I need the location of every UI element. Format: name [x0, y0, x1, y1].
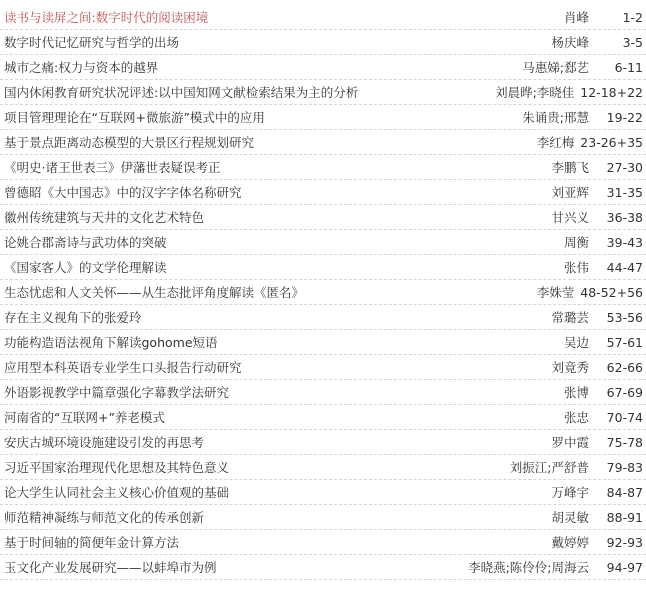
- toc-entry[interactable]: [0, 355, 646, 380]
- article-author: 甘兴义: [551, 210, 589, 225]
- author-pages: [537, 284, 643, 301]
- toc-entry[interactable]: [0, 505, 646, 530]
- author-pages: [564, 9, 643, 26]
- author-pages: [564, 384, 643, 401]
- article-title-link[interactable]: 国内休闲教育研究状况评述:以中国知网文献检索结果为主的分析: [4, 85, 359, 100]
- author-pages: [551, 359, 643, 376]
- author-pages: [468, 559, 643, 576]
- toc-entry[interactable]: [0, 305, 646, 330]
- article-title-link[interactable]: 《明史·诸王世表三》伊藩世表疑误考正: [4, 160, 221, 175]
- page-range: 88-91: [606, 510, 643, 525]
- article-author: 万峰宇: [551, 485, 589, 500]
- article-author: 刘振江;严舒普: [509, 460, 589, 475]
- article-title-link[interactable]: 城市之痛:权力与资本的越界: [4, 60, 159, 75]
- article-author: 李姝莹: [536, 285, 575, 300]
- page-range: 12-18+22: [580, 85, 643, 100]
- author-pages: [551, 534, 643, 551]
- page-range: 62-66: [606, 360, 643, 375]
- article-title-link[interactable]: 数字时代记忆研究与哲学的出场: [4, 35, 180, 50]
- page-range: 94-97: [606, 560, 643, 575]
- author-pages: [564, 259, 643, 276]
- article-title-link[interactable]: 曾德昭《大中国志》中的汉字字体名称研究: [4, 185, 242, 200]
- article-title-link[interactable]: 河南省的“互联网+”养老模式: [4, 410, 165, 425]
- article-title-link[interactable]: 玉文化产业发展研究——以蚌埠市为例: [4, 560, 217, 575]
- page-range: 44-47: [606, 260, 643, 275]
- article-author: 杨庆峰: [551, 35, 589, 50]
- article-title-link[interactable]: 生态忧虑和人文关怀——从生态批评角度解读《匿名》: [4, 285, 305, 300]
- toc-entry[interactable]: [0, 55, 646, 80]
- toc-entry[interactable]: [0, 255, 646, 280]
- toc-entry[interactable]: [0, 555, 646, 580]
- article-title-link[interactable]: 基于景点距离动态模型的大景区行程规划研究: [4, 135, 255, 150]
- author-pages: [551, 434, 643, 451]
- toc-entry[interactable]: [0, 330, 646, 355]
- page-range: 53-56: [606, 310, 643, 325]
- article-title-link[interactable]: 论姚合郡斋诗与武功体的突破: [4, 235, 167, 250]
- article-author: 刘晨晔;李晓佳: [495, 85, 575, 100]
- toc-entry[interactable]: [0, 230, 646, 255]
- article-title-link[interactable]: 习近平国家治理现代化思想及其特色意义: [4, 460, 230, 475]
- author-pages: [495, 84, 643, 101]
- author-pages: [564, 234, 643, 251]
- page-range: 19-22: [606, 110, 643, 125]
- article-title-link[interactable]: 安庆古城环境设施建设引发的再思考: [4, 435, 205, 450]
- article-title-link[interactable]: 外语影视教学中篇章强化字幕教学法研究: [4, 385, 230, 400]
- toc-entry[interactable]: [0, 530, 646, 555]
- page-range: 36-38: [606, 210, 643, 225]
- page-range: 1-2: [622, 10, 643, 25]
- author-pages: [522, 59, 643, 76]
- author-pages: [564, 334, 643, 351]
- toc-entry[interactable]: [0, 105, 646, 130]
- author-pages: [537, 134, 643, 151]
- author-pages: [551, 309, 643, 326]
- toc-entry[interactable]: [0, 455, 646, 480]
- page-range: 6-11: [614, 60, 643, 75]
- article-title-link[interactable]: 基于时间轴的简便年金计算方法: [4, 535, 180, 550]
- article-author: 刘亚辉: [551, 185, 589, 200]
- article-title-link[interactable]: 论大学生认同社会主义核心价值观的基础: [4, 485, 230, 500]
- article-author: 周衡: [563, 235, 589, 250]
- page-range: 79-83: [606, 460, 643, 475]
- article-title-link[interactable]: 应用型本科英语专业学生口头报告行动研究: [4, 360, 242, 375]
- article-title-link[interactable]: 《国家客人》的文学伦理解读: [4, 260, 167, 275]
- page-range: 48-52+56: [580, 285, 643, 300]
- toc-entry[interactable]: [0, 405, 646, 430]
- page-range: 39-43: [606, 235, 643, 250]
- page-range: 3-5: [622, 35, 643, 50]
- article-title-link[interactable]: 存在主义视角下的张爱玲: [4, 310, 142, 325]
- author-pages: [551, 184, 643, 201]
- article-title-link[interactable]: 徽州传统建筑与天井的文化艺术特色: [4, 210, 205, 225]
- toc-entry[interactable]: [0, 130, 646, 155]
- article-author: 吴边: [563, 335, 589, 350]
- article-author: 张忠: [563, 410, 589, 425]
- toc-entry[interactable]: [0, 5, 646, 30]
- article-author: 朱诵贵;邢慧: [522, 110, 589, 125]
- article-author: 马惠娣;郄艺: [522, 60, 589, 75]
- author-pages: [564, 409, 643, 426]
- author-pages: [510, 459, 643, 476]
- toc-entry[interactable]: [0, 30, 646, 55]
- page-range: 23-26+35: [580, 135, 643, 150]
- author-pages: [551, 509, 643, 526]
- toc-entry[interactable]: [0, 480, 646, 505]
- article-author: 胡灵敏: [551, 510, 589, 525]
- toc-entry[interactable]: [0, 205, 646, 230]
- toc-entry[interactable]: [0, 430, 646, 455]
- author-pages: [551, 484, 643, 501]
- page-range: 57-61: [606, 335, 643, 350]
- article-author: 李鹏飞: [551, 160, 589, 175]
- article-title-link[interactable]: 师范精神凝练与师范文化的传承创新: [4, 510, 205, 525]
- page-range: 27-30: [606, 160, 643, 175]
- article-title-link[interactable]: 读书与读屏之间:数字时代的阅读困境: [4, 10, 209, 25]
- author-pages: [551, 159, 643, 176]
- article-author: 张博: [563, 385, 589, 400]
- author-pages: [522, 109, 643, 126]
- article-author: 肖峰: [563, 10, 589, 25]
- toc-entry[interactable]: [0, 180, 646, 205]
- article-author: 常璐芸: [551, 310, 589, 325]
- toc-entry[interactable]: [0, 280, 646, 305]
- page-range: 31-35: [606, 185, 643, 200]
- page-range: 67-69: [606, 385, 643, 400]
- article-author: 罗中霞: [551, 435, 589, 450]
- article-author: 戴婷婷: [551, 535, 589, 550]
- article-title-link[interactable]: 功能构造语法视角下解读gohome短语: [4, 335, 218, 350]
- page-range: 75-78: [606, 435, 643, 450]
- author-pages: [551, 34, 643, 51]
- toc-entry[interactable]: [0, 80, 646, 105]
- page-range: 92-93: [606, 535, 643, 550]
- article-author: 刘竟秀: [551, 360, 589, 375]
- page-range: 70-74: [606, 410, 643, 425]
- article-author: 张伟: [563, 260, 589, 275]
- author-pages: [551, 209, 643, 226]
- article-author: 李晓燕;陈伶伶;周海云: [468, 560, 589, 575]
- page-range: 84-87: [606, 485, 643, 500]
- toc-entry[interactable]: [0, 380, 646, 405]
- article-author: 李红梅: [536, 135, 575, 150]
- article-title-link[interactable]: 项目管理理论在“互联网+微旅游”模式中的应用: [4, 110, 265, 125]
- toc-entry[interactable]: [0, 155, 646, 180]
